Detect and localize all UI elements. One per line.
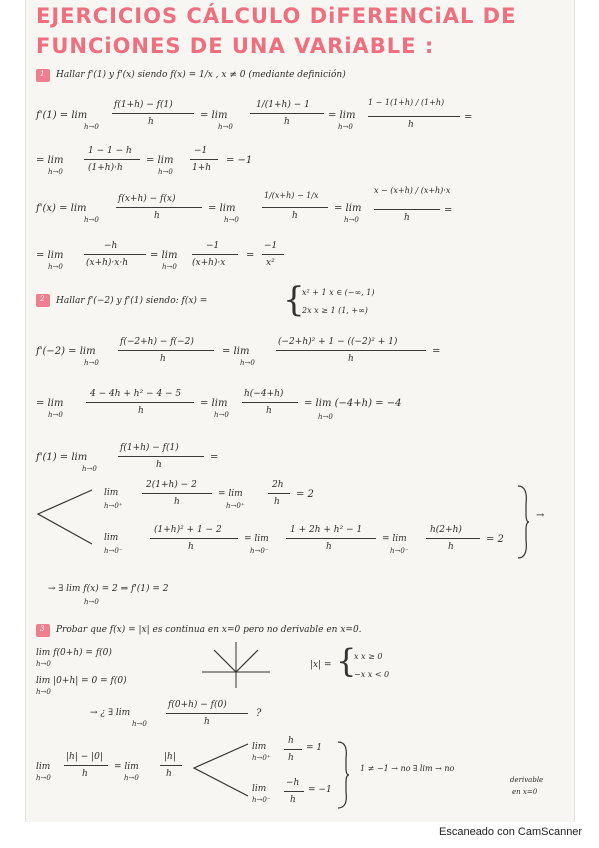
ex3-question-pre: → ¿ ∃ lim xyxy=(90,708,131,718)
ex2-d-res1: = 2 xyxy=(296,489,314,500)
abs-brace: { xyxy=(336,642,357,680)
ex2-b-sub3: h→0 xyxy=(318,413,333,421)
ex2-a-eq2: = lim xyxy=(222,346,250,357)
ex1-row4-sub2: h→0 xyxy=(162,263,177,271)
ex2-d-num2: (1+h)² + 1 − 2 xyxy=(154,525,222,535)
ex2-d-sub2b: h→0⁻ xyxy=(250,547,269,555)
exercise-3-number: 3 xyxy=(40,625,45,633)
ex1-row3-den3: h xyxy=(404,213,410,223)
ex2-d-eq3: = lim xyxy=(382,534,407,544)
ex2-d-den2c: h xyxy=(448,542,454,552)
fraction-bar xyxy=(166,713,248,714)
ex1-row1-sub: h→0 xyxy=(84,123,99,131)
scanner-watermark: Escaneado con CamScanner xyxy=(439,826,583,838)
closing-bracket xyxy=(336,740,350,810)
ex1-row1-sub3: h→0 xyxy=(338,123,353,131)
ex1-row1-eq2: = lim xyxy=(200,110,228,121)
fraction-bar xyxy=(250,113,324,114)
ex1-row4-den3: x² xyxy=(266,258,275,268)
fraction-bar xyxy=(116,207,202,208)
ex2-b-den2: h xyxy=(266,406,272,416)
ex3-main-den2: h xyxy=(166,769,172,779)
ex2-b-den1: h xyxy=(138,406,144,416)
ex2-conclusion-sub: h→0 xyxy=(84,598,99,606)
ex2-d-num2b: 1 + 2h + h² − 1 xyxy=(290,525,363,535)
ex2-d-lim2: lim xyxy=(104,533,119,543)
ex1-row1-lhs: f'(1) = lim xyxy=(36,110,88,121)
fraction-bar xyxy=(286,538,376,539)
ex3-right-num: h xyxy=(288,736,294,746)
ex2-d-res2: = 2 xyxy=(486,534,504,545)
page-title-line-1: EJERCICIOS CÁLCULO DiFERENCiAL DE xyxy=(36,4,517,28)
ex1-row3-num1: f(x+h) − f(x) xyxy=(118,194,176,204)
fraction-bar xyxy=(262,207,328,208)
ex1-row4-den2: (x+h)·x xyxy=(192,258,226,268)
ex2-conclusion: → ∃ lim f(x) = 2 ⇒ f'(1) = 2 xyxy=(48,584,169,594)
ex2-c-num1: f(1+h) − f(1) xyxy=(120,443,179,453)
ex3-main-num2: |h| xyxy=(164,752,176,762)
ex2-d-den2b: h xyxy=(326,542,332,552)
ex1-row4-eq1: = lim xyxy=(36,250,64,261)
ex1-row4-sub1: h→0 xyxy=(48,263,63,271)
exercise-2-statement: Hallar f'(−2) y f'(1) siendo: f(x) = xyxy=(56,296,208,306)
ex2-b-eq1: = lim xyxy=(36,398,64,409)
ex3-abs-piece-1: x x ≥ 0 xyxy=(354,652,383,661)
fraction-bar xyxy=(368,116,460,117)
ex3-line-1: lim f(0+h) = f(0) xyxy=(36,648,112,658)
ex1-row1-num2: 1/(1+h) − 1 xyxy=(256,100,310,110)
ex2-piece-1: x² + 1 x ∈ (−∞, 1) xyxy=(302,288,375,297)
ex3-left-num: −h xyxy=(286,778,300,788)
ex1-row2-eq1: = lim xyxy=(36,155,64,166)
ex3-left-sub: h→0⁻ xyxy=(252,796,271,804)
ex2-b-sub2: h→0 xyxy=(214,411,229,419)
ex2-a-tail: = xyxy=(432,346,441,357)
ex1-row1-sub2: h→0 xyxy=(218,123,233,131)
split-bracket xyxy=(190,742,250,798)
ex2-d-sub1: h→0⁺ xyxy=(104,502,123,510)
ex2-d-eq2: = lim xyxy=(244,534,269,544)
fraction-bar xyxy=(118,456,204,457)
ex1-row2-num1: 1 − 1 − h xyxy=(88,146,132,156)
piecewise-brace: { xyxy=(283,280,305,320)
ex2-c-sub: h→0 xyxy=(82,465,97,473)
exercise-1-statement: Hallar f'(1) y f'(x) siendo f(x) = 1/x , x ≠ 0 (mediante definición) xyxy=(56,70,346,80)
ex1-row2-eq2: = lim xyxy=(146,155,174,166)
fraction-bar xyxy=(112,113,194,114)
split-bracket xyxy=(34,488,94,548)
ex2-a-num1: f(−2+h) − f(−2) xyxy=(120,337,194,347)
ex2-d-sub2: h→0⁻ xyxy=(104,547,123,555)
exercise-2-number: 2 xyxy=(40,295,45,303)
ex1-row1-den3: h xyxy=(408,120,414,130)
fraction-bar xyxy=(118,350,214,351)
ex1-row2-den2: 1+h xyxy=(192,163,212,173)
fraction-bar xyxy=(242,402,298,403)
fraction-bar xyxy=(142,493,212,494)
ex1-row2-num2: −1 xyxy=(194,146,208,156)
ex1-row2-sub2: h→0 xyxy=(158,168,173,176)
ex2-d-den1b: h xyxy=(274,497,280,507)
ex1-row1-den1: h xyxy=(148,117,154,127)
fraction-bar xyxy=(190,159,218,160)
fraction-bar xyxy=(284,749,302,750)
exercise-3-statement: Probar que f(x) = |x| es continua en x=0 pero no derivable en x=0. xyxy=(56,625,362,635)
ex3-left-den: h xyxy=(290,795,296,805)
fraction-bar xyxy=(84,159,140,160)
ex3-main-lim: lim xyxy=(36,762,51,772)
ex2-d-eq1: = lim xyxy=(218,489,243,499)
ex1-row1-den2: h xyxy=(284,117,290,127)
ex3-right-sub: h→0⁺ xyxy=(252,754,271,762)
ex3-left-lim: lim xyxy=(252,784,267,794)
ex1-row3-eq3: = lim xyxy=(334,203,362,214)
ex3-left-result: = −1 xyxy=(308,785,332,795)
ex1-row1-num3: 1 − 1(1+h) / (1+h) xyxy=(368,98,445,107)
ex3-main-sub: h→0 xyxy=(36,774,51,782)
ex1-row4-num2: −1 xyxy=(206,241,220,251)
ex3-final-3: en x=0 xyxy=(512,788,538,796)
ex1-row4-num3: −1 xyxy=(264,241,278,251)
ex1-row3-eq2: = lim xyxy=(208,203,236,214)
ex3-main-sub2: h→0 xyxy=(124,774,139,782)
ex2-d-num1b: 2h xyxy=(272,480,284,490)
ex3-main-num: |h| − |0| xyxy=(66,752,103,762)
fraction-bar xyxy=(276,350,426,351)
ex3-question-tail: ? xyxy=(256,708,262,719)
ex2-b-num2: h(−4+h) xyxy=(244,389,284,399)
ex2-d-lim1: lim xyxy=(104,488,119,498)
ex1-row3-sub3: h→0 xyxy=(344,216,359,224)
ex3-line-2: lim |0+h| = 0 = f(0) xyxy=(36,676,127,686)
ex3-line-2-sub: h→0 xyxy=(36,688,51,696)
ex2-d-num2c: h(2+h) xyxy=(430,525,462,535)
fraction-bar xyxy=(150,538,238,539)
ex1-row2-den1: (1+h)·h xyxy=(88,163,123,173)
ex1-row1-tail: = xyxy=(464,112,473,123)
page-title-line-2: FUNCiONES DE UNA VARiABLE : xyxy=(36,34,435,58)
ex2-c-den1: h xyxy=(156,460,162,470)
fraction-bar xyxy=(262,254,284,255)
ex3-final: 1 ≠ −1 → no ∃ lim → no xyxy=(360,764,455,773)
ex1-row3-den2: h xyxy=(292,211,298,221)
ex2-b-result: = lim (−4+h) = −4 xyxy=(304,398,402,409)
fraction-bar xyxy=(86,402,194,403)
ex2-c-lhs: f'(1) = lim xyxy=(36,452,88,463)
ex3-right-lim: lim xyxy=(252,742,267,752)
exercise-1-number: 1 xyxy=(40,70,45,78)
ex3-right-den: h xyxy=(288,753,294,763)
abs-value-graph xyxy=(200,640,272,690)
fraction-bar xyxy=(426,538,480,539)
fraction-bar xyxy=(268,493,290,494)
ex2-a-den2: h xyxy=(348,354,354,364)
ex2-d-den1: h xyxy=(174,497,180,507)
ex2-b-eq2: = lim xyxy=(200,398,228,409)
ex2-d-num1: 2(1+h) − 2 xyxy=(146,480,197,490)
ex2-a-lhs: f'(−2) = lim xyxy=(36,346,96,357)
ex3-final-2: derivable xyxy=(510,776,544,784)
ex1-row3-den1: h xyxy=(154,211,160,221)
ex2-d-sub1b: h→0⁺ xyxy=(226,502,245,510)
ex3-main-den: h xyxy=(82,769,88,779)
ex3-main-eq: = lim xyxy=(114,762,139,772)
ex2-b-num1: 4 − 4h + h² − 4 − 5 xyxy=(90,389,182,399)
fraction-bar xyxy=(284,791,304,792)
ex1-row2-result: = −1 xyxy=(226,155,253,166)
ex2-a-num2: (−2+h)² + 1 − ((−2)² + 1) xyxy=(278,337,398,347)
ex1-row3-tail: = xyxy=(444,205,453,216)
fraction-bar xyxy=(64,765,108,766)
ex2-a-sub2: h→0 xyxy=(240,359,255,367)
ex3-abs-piece-2: −x x < 0 xyxy=(354,670,390,679)
ex1-row3-num2: 1/(x+h) − 1/x xyxy=(264,191,319,200)
notebook-page xyxy=(25,0,575,822)
ex3-question-sub: h→0 xyxy=(132,720,147,728)
ex1-row2-sub1: h→0 xyxy=(48,168,63,176)
fraction-bar xyxy=(374,209,440,210)
ex2-b-sub1: h→0 xyxy=(48,411,63,419)
fraction-bar xyxy=(84,254,146,255)
ex3-abs-lhs: |x| = xyxy=(310,660,332,670)
closing-bracket xyxy=(516,484,530,560)
ex2-piece-2: 2x x ≥ 1 (1, +∞) xyxy=(302,306,368,315)
fraction-bar xyxy=(160,765,182,766)
ex1-row3-sub: h→0 xyxy=(84,216,99,224)
ex1-row3-sub2: h→0 xyxy=(224,216,239,224)
ex2-a-sub: h→0 xyxy=(84,359,99,367)
ex1-row4-num1: −h xyxy=(104,241,118,251)
ex3-question-num: f(0+h) − f(0) xyxy=(168,700,227,710)
ex2-d-sub2c: h→0⁻ xyxy=(390,547,409,555)
ex3-question-den: h xyxy=(204,717,210,727)
ex3-right-result: = 1 xyxy=(306,743,323,753)
ex2-a-den1: h xyxy=(160,354,166,364)
ex2-arrow: → xyxy=(536,510,545,521)
ex3-line-1-sub: h→0 xyxy=(36,660,51,668)
ex1-row3-lhs: f'(x) = lim xyxy=(36,203,87,214)
ex2-d-den2: h xyxy=(188,542,194,552)
ex1-row1-eq3: = lim xyxy=(328,110,356,121)
ex1-row1-num1: f(1+h) − f(1) xyxy=(114,100,173,110)
ex1-row4-den1: (x+h)·x·h xyxy=(86,258,129,268)
ex1-row4-eq2: = lim xyxy=(150,250,178,261)
ex1-row4-eq3: = xyxy=(246,250,255,261)
ex1-row3-num3: x − (x+h) / (x+h)·x xyxy=(374,186,451,195)
ex2-c-tail: = xyxy=(210,452,219,463)
fraction-bar xyxy=(192,254,238,255)
